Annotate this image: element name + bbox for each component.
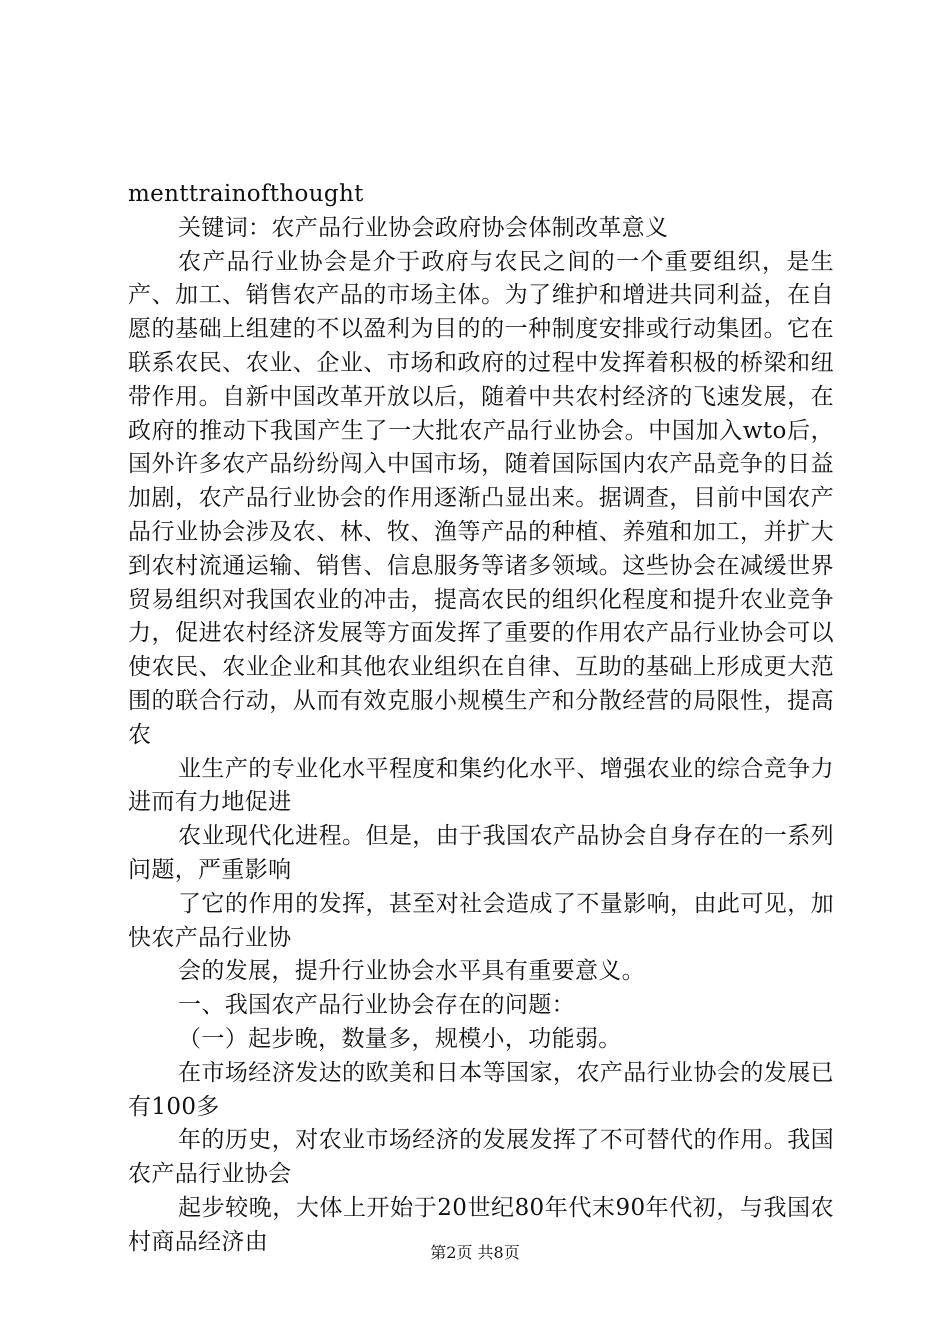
- paragraph-continuation-1: 业生产的专业化水平程度和集约化水平、增强农业的综合竞争力进而有力地促进: [128, 755, 834, 816]
- paragraph-history-3: 起步较晚，大体上开始于20世纪80年代末90年代初，与我国农村商品经济由: [128, 1194, 834, 1255]
- paragraph-intro: 农产品行业协会是介于政府与农民之间的一个重要组织，是生产、加工、销售农产品的市场主体。为了维护和增进共同利益，在自愿的基础上组建的不以盈利为目的的一种制度安排或行动集团。它在联系农民、农业、企业、市场和政府的过程中发挥着积极的桥梁和纽带作用。自新中国改革开放以后，随着中共农村经济的飞速发展，在政府的推动下我国产生了一大批农产品行业协会。中国加入wto后，国外许多农产品纷纷闯入中国市场，随着国际国内农产品竞争的日益加剧，农产品行业协会的作用逐渐凸显出来。据调查，目前中国农产品行业协会涉及农、林、牧、渔等产品的种植、养殖和加工，并扩大到农村流通运输、销售、信息服务等诸多领域。这些协会在减缓世界贸易组织对我国农业的冲击，提高农民的组织化程度和提升农业竞争力，促进农村经济发展等方面发挥了重要的作用农产品行业协会可以使农民、农业企业和其他农业组织在自律、互助的基础上形成更大范围的联合行动，从而有效克服小规模生产和分散经营的局限性，提高农: [128, 248, 834, 748]
- paragraph-english-fragment: menttrainofthought: [128, 181, 364, 207]
- paragraph-continuation-4: 会的发展，提升行业协会水平具有重要意义。: [178, 958, 645, 985]
- paragraph-history: 在市场经济发达的欧美和日本等国家，农产品行业协会的发展已有100多: [128, 1059, 834, 1120]
- subsection-heading-1: （一）起步晚，数量多，规模小，功能弱。: [178, 1025, 622, 1052]
- document-body: [128, 178, 834, 1260]
- section-heading-problems: 一、我国农产品行业协会存在的问题：: [178, 992, 575, 1019]
- paragraph-history-2: 年的历史，对农业市场经济的发展发挥了不可替代的作用。我国农产品行业协会: [128, 1127, 834, 1188]
- paragraph-continuation-3: 了它的作用的发挥，甚至对社会造成了不量影响，由此可见，加快农产品行业协: [128, 890, 834, 951]
- page-number-footer: 第2页 共8页: [430, 1243, 520, 1262]
- paragraph-continuation-2: 农业现代化进程。但是，由于我国农产品协会自身存在的一系列问题，严重影响: [128, 823, 834, 883]
- paragraph-keywords: 关键词：农产品行业协会政府协会体制改革意义: [178, 214, 669, 241]
